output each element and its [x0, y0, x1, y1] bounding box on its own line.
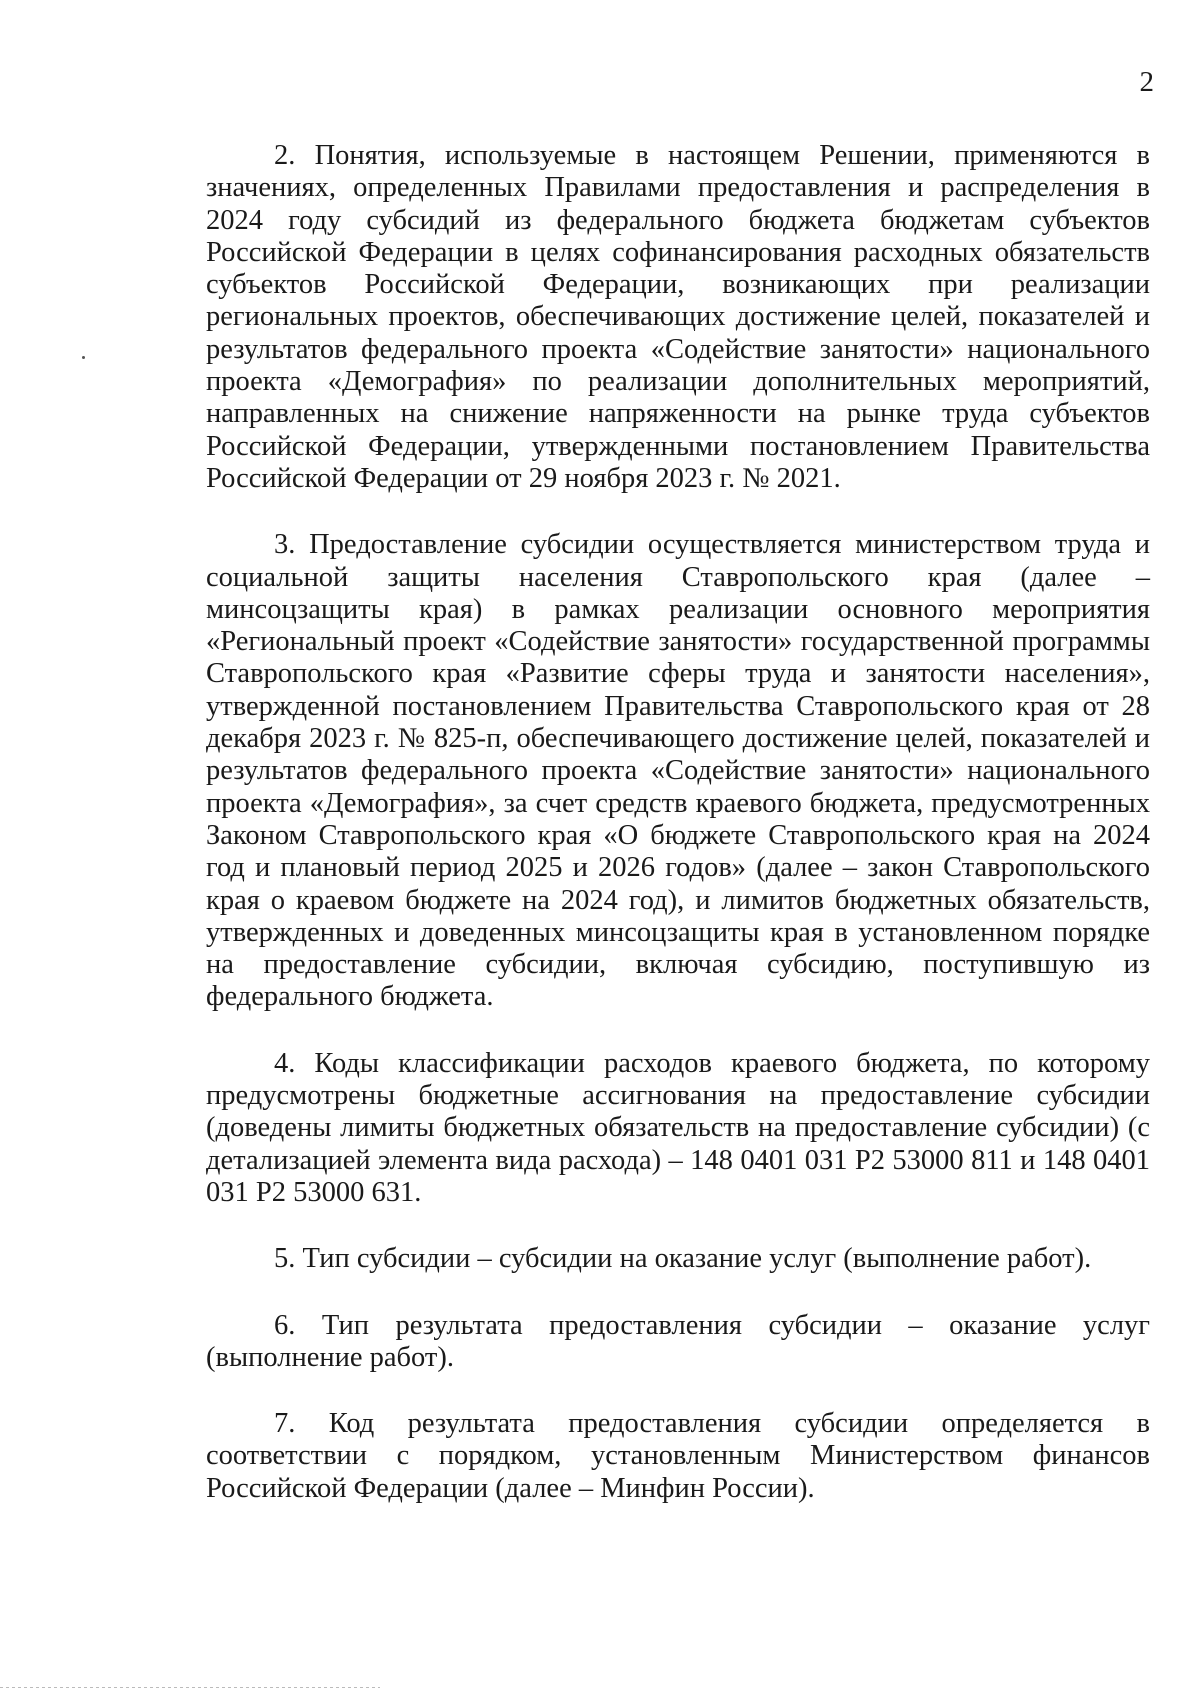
scan-speck: [82, 356, 85, 359]
paragraph-5: 5. Тип субсидии – субсидии на оказание услуг (выполнение работ).: [274, 1243, 1092, 1275]
paragraph-3: 3. Предоставление субсидии осуществляется министерством труда и социальной защиты населения Ставропольского края (далее – минсоцзащиты края) в рамках реализации основного мероприятия «Региональный проект «Содействие занятости» государственной программы Ставропольского края «Развитие сферы труда и занятости населения», утвержденной постановлением Правительства Ставропольского края от 28 декабря 2023 г. № 825-п, обеспечивающего достижение целей, показателей и результатов федерального проекта «Содействие занятости» национального проекта «Демография», за счет средств краевого бюджета, предусмотренных Законом Ставропольского края «О бюджете Ставропольского края на 2024 год и плановый период 2025 и 2026 годов» (далее – закон Ставропольского края о краевом бюджете на 2024 год), и лимитов бюджетных обязательств, утвержденных и доведенных минсоцзащиты края в установленном порядке на предоставление субсидии, включая субсидию, поступившую из федерального бюджета.: [206, 529, 1150, 1013]
page-number: 2: [1139, 66, 1154, 98]
document-body: [206, 140, 1150, 1505]
paragraph-4: 4. Коды классификации расходов краевого бюджета, по которому предусмотрены бюджетные ассигнования на предоставление субсидии (доведены лимиты бюджетных обязательств на предоставление субсидии) (с детализацией элемента вида расхода) – 148 0401 031 Р2 53000 811 и 148 0401 031 Р2 53000 631.: [206, 1047, 1150, 1208]
paragraph-7: 7. Код результата предоставления субсидии определяется в соответствии с порядком, установленным Министерством финансов Российской Федерации (далее – Минфин России).: [206, 1408, 1150, 1504]
paragraph-6: 6. Тип результата предоставления субсидии – оказание услуг (выполнение работ).: [206, 1309, 1150, 1373]
scan-artifact-line: [0, 1687, 380, 1688]
paragraph-2: 2. Понятия, используемые в настоящем Решении, применяются в значениях, определенных Правилами предоставления и распределения в 2024 году субсидий из федерального бюджета бюджетам субъектов Российской Федерации в целях софинансирования расходных обязательств субъектов Российской Федерации, возникающих при реализации региональных проектов, обеспечивающих достижение целей, показателей и результатов федерального проекта «Содействие занятости» национального проекта «Демография» по реализации дополнительных мероприятий, направленных на снижение напряженности на рынке труда субъектов Российской Федерации, утвержденными постановлением Правительства Российской Федерации от 29 ноября 2023 г. № 2021.: [206, 140, 1150, 494]
